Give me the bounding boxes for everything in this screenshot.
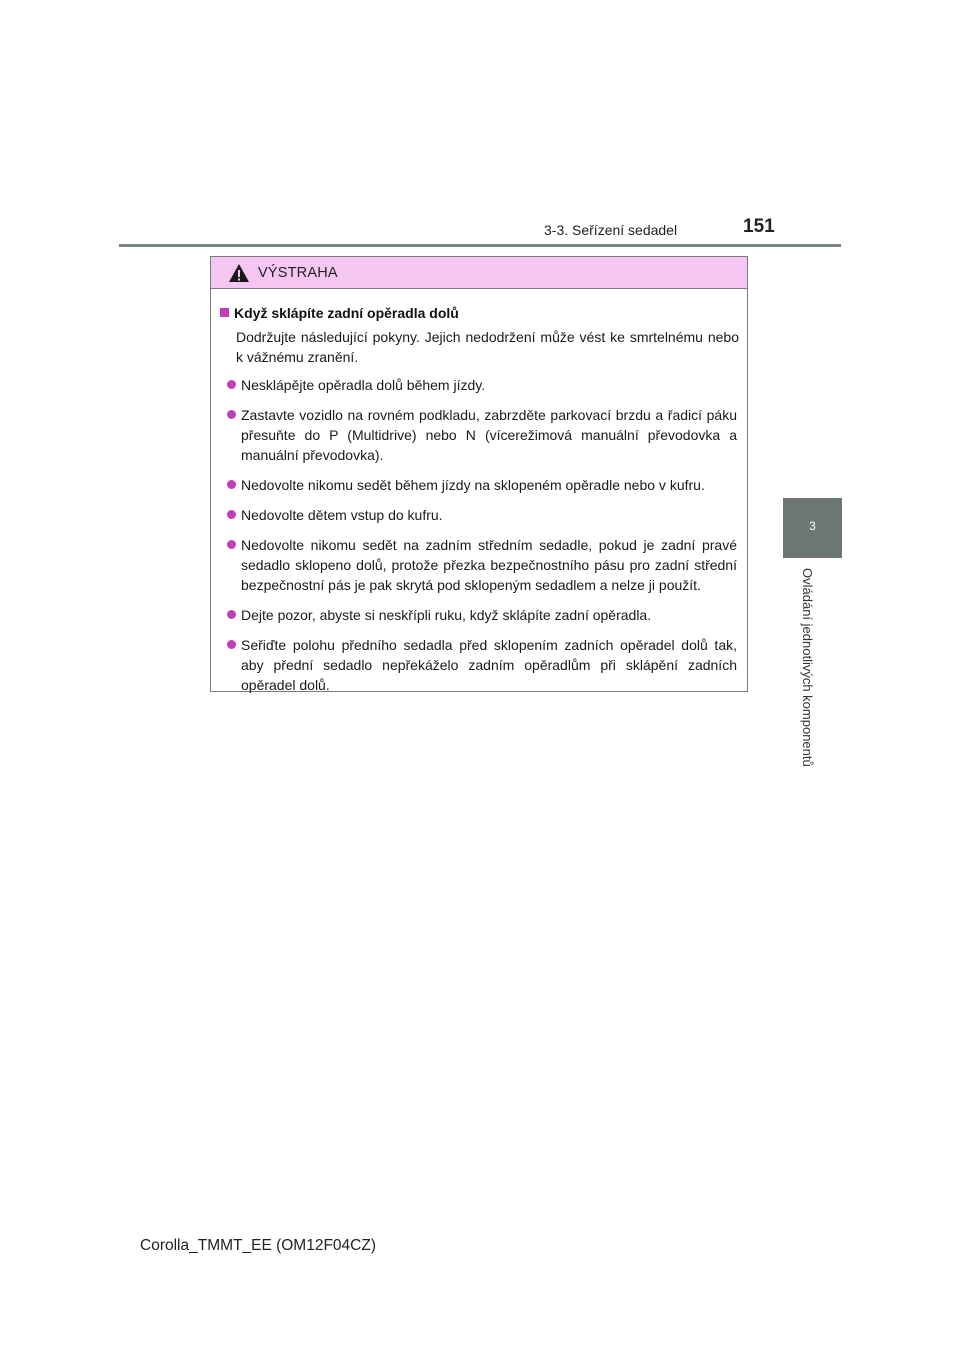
bullet-dot-icon [227,510,236,519]
list-item: Nedovolte nikomu sedět během jízdy na sklopeném opěradle nebo v kufru. [219,475,739,495]
chapter-number: 3 [809,519,816,533]
document-footer: Corolla_TMMT_EE (OM12F04CZ) [140,1237,376,1254]
warning-intro: Dodržujte následující pokyny. Jejich nedodržení může vést ke smrtelnému nebo k vážnému zranění. [236,329,739,365]
bullet-dot-icon [227,640,236,649]
list-item: Nedovolte nikomu sedět na zadním středním sedadle, pokud je zadní pravé sedadlo sklopeno dolů, protože přezka bezpečnostního pásu pro zadní střední bezpečnostní pás je pak skrytá pod sklopeným sedadlem a nelze ji použít. [219,535,739,595]
square-bullet-icon [220,308,229,317]
warning-subheading [219,303,739,323]
warning-box [210,256,748,692]
bullet-dot-icon [227,540,236,549]
list-item: Seřiďte polohu předního sedadla před sklopením zadních opěradel dolů tak, aby přední sedadlo nepřekáželo zadním opěradlům při sklápění zadních opěradel dolů. [219,635,739,695]
list-item: Nesklápějte opěradla dolů během jízdy. [219,375,739,395]
list-item: Nedovolte dětem vstup do kufru. [219,505,739,525]
page-number: 151 [743,216,775,237]
header-divider [119,244,841,247]
chapter-label: Ovládání jednotlivých komponentů [800,568,815,767]
warning-header [211,257,747,289]
warning-title: VÝSTRAHA [258,264,338,281]
bullet-dot-icon [227,610,236,619]
warning-body [211,289,747,695]
warning-triangle-icon [228,263,250,283]
bullet-dot-icon [227,410,236,419]
subheading-text: Když sklápíte zadní opěradla dolů [234,305,459,321]
bullet-dot-icon [227,480,236,489]
list-item: Zastavte vozidlo na rovném podkladu, zabrzděte parkovací brzdu a řadicí páku přesuňte do P (Multidrive) nebo N (vícerežimová manuální převodovka a manuální převodovka). [219,405,739,465]
warning-bullet-list [219,375,739,695]
list-item: Dejte pozor, abyste si neskřípli ruku, když sklápíte zadní opěradla. [219,605,739,625]
bullet-dot-icon [227,380,236,389]
chapter-tab [783,498,842,558]
section-title: 3-3. Seřízení sedadel [544,222,678,238]
